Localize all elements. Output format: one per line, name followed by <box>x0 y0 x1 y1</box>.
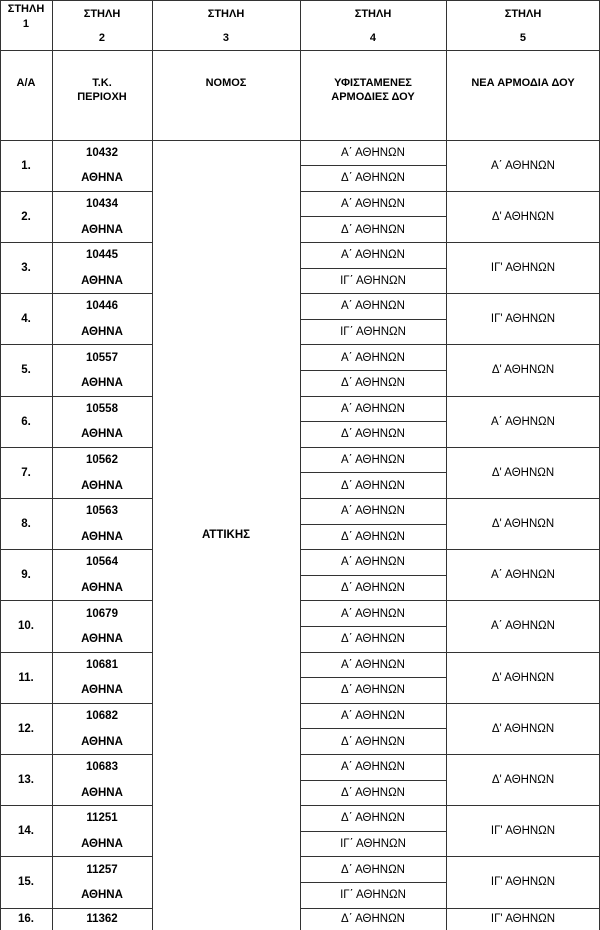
existing-doy-text: ΙΓ΄ ΑΘΗΝΩΝ <box>340 325 406 338</box>
row-number-text: 7. <box>21 466 31 479</box>
new-doy <box>446 396 600 447</box>
new-doy-text: Α΄ ΑΘΗΝΩΝ <box>491 159 555 172</box>
area-name-text: ΑΘΗΝΑ <box>81 428 123 441</box>
subheader-col2-text <box>77 76 127 104</box>
row-number-text: 9. <box>21 569 31 582</box>
subheader-col2-line: ΠΕΡΙΟΧΗ <box>77 91 127 103</box>
existing-doy-text: Δ΄ ΑΘΗΝΩΝ <box>341 223 405 236</box>
column-divider <box>52 0 53 930</box>
new-doy <box>446 191 600 242</box>
sub-row-divider <box>300 524 446 525</box>
existing-doy-text: Α΄ ΑΘΗΝΩΝ <box>341 761 405 774</box>
new-doy-text: Α΄ ΑΘΗΝΩΝ <box>491 620 555 633</box>
new-doy <box>446 601 600 652</box>
sub-row-divider <box>300 728 446 729</box>
area-name <box>52 319 152 345</box>
existing-doy-text: Δ΄ ΑΘΗΝΩΝ <box>341 172 405 185</box>
area-name <box>52 678 152 704</box>
postal-code-text: 10432 <box>86 146 118 159</box>
existing-doy-text: Δ΄ ΑΘΗΝΩΝ <box>341 479 405 492</box>
existing-doy-text: ΙΓ΄ ΑΘΗΝΩΝ <box>340 837 406 850</box>
existing-doy <box>300 473 446 499</box>
existing-doy <box>300 703 446 729</box>
existing-doy <box>300 345 446 371</box>
existing-doy <box>300 780 446 806</box>
existing-doy <box>300 447 446 473</box>
row-divider <box>300 498 600 499</box>
existing-doy-text: Δ΄ ΑΘΗΝΩΝ <box>341 377 405 390</box>
header-col3-text <box>208 2 245 50</box>
row-divider <box>300 344 600 345</box>
new-doy <box>446 703 600 754</box>
new-doy-text: ΙΓ' ΑΘΗΝΩΝ <box>490 313 556 326</box>
existing-doy-text: Α΄ ΑΘΗΝΩΝ <box>341 453 405 466</box>
sub-row-divider <box>300 319 446 320</box>
row-number <box>0 191 52 242</box>
postal-code <box>52 703 152 729</box>
row-number <box>0 140 52 191</box>
row-divider <box>0 498 152 499</box>
row-number <box>0 703 52 754</box>
row-number-text: 4. <box>21 313 31 326</box>
area-name <box>52 268 152 294</box>
new-doy-text: Α΄ ΑΘΗΝΩΝ <box>491 415 555 428</box>
new-doy <box>446 550 600 601</box>
header-col3-line: ΣΤΗΛΗ <box>207 8 245 20</box>
new-doy <box>446 806 600 857</box>
existing-doy <box>300 217 446 243</box>
existing-doy <box>300 678 446 704</box>
header-col2-line: ΣΤΗΛΗ <box>83 8 121 20</box>
area-name <box>52 729 152 755</box>
row-divider <box>0 856 152 857</box>
existing-doy <box>300 370 446 396</box>
row-number-text: 6. <box>21 415 31 428</box>
area-name-text: ΑΘΗΝΑ <box>81 274 123 287</box>
row-number-text: 1. <box>21 159 31 172</box>
header-col3-line: 3 <box>222 32 230 44</box>
postal-code-text: 10558 <box>86 402 118 415</box>
row-divider <box>0 549 152 550</box>
row-number <box>0 396 52 447</box>
row-divider <box>0 191 152 192</box>
new-doy-text: Δ' ΑΘΗΝΩΝ <box>491 517 555 530</box>
row-divider <box>300 652 600 653</box>
row-divider <box>300 908 600 909</box>
existing-doy-text: Α΄ ΑΘΗΝΩΝ <box>341 351 405 364</box>
area-name <box>52 370 152 396</box>
subheader-col5-text: ΝΕΑ ΑΡΜΟΔΙΑ ΔΟΥ <box>471 77 575 89</box>
header-col2-text <box>84 2 121 50</box>
existing-doy <box>300 140 446 166</box>
existing-doy-text: Δ΄ ΑΘΗΝΩΝ <box>341 428 405 441</box>
column-divider <box>0 0 1 930</box>
postal-code <box>52 498 152 524</box>
header-col5-line: ΣΤΗΛΗ <box>504 8 542 20</box>
postal-code <box>52 447 152 473</box>
existing-doy <box>300 601 446 627</box>
existing-doy <box>300 882 446 908</box>
row-divider <box>0 908 152 909</box>
new-doy <box>446 498 600 549</box>
area-name-text: ΑΘΗΝΑ <box>81 223 123 236</box>
subheader-col1 <box>0 50 52 140</box>
area-name-text: ΑΘΗΝΑ <box>81 530 123 543</box>
existing-doy <box>300 754 446 780</box>
header-col1 <box>0 0 52 50</box>
new-doy-text: ΙΓ' ΑΘΗΝΩΝ <box>490 825 556 838</box>
existing-doy-text: Α΄ ΑΘΗΝΩΝ <box>341 197 405 210</box>
area-name-text: ΑΘΗΝΑ <box>81 633 123 646</box>
area-name <box>52 780 152 806</box>
row-divider <box>300 396 600 397</box>
postal-code <box>52 908 152 930</box>
existing-doy <box>300 908 446 930</box>
prefecture-cell-text: ΑΤΤΙΚΗΣ <box>201 529 251 541</box>
header-col4 <box>300 0 446 50</box>
existing-doy <box>300 294 446 320</box>
column-divider <box>300 0 301 930</box>
postal-code-text: 10683 <box>86 761 118 774</box>
postal-code <box>52 806 152 832</box>
sub-row-divider <box>300 370 446 371</box>
area-name <box>52 217 152 243</box>
row-number-text: 11. <box>18 671 34 684</box>
sub-row-divider <box>300 216 446 217</box>
area-name-text: ΑΘΗΝΑ <box>81 581 123 594</box>
sub-row-divider <box>300 831 446 832</box>
area-name <box>52 626 152 652</box>
row-divider <box>0 652 152 653</box>
row-number-text: 10. <box>18 620 34 633</box>
sub-row-divider <box>300 165 446 166</box>
header-col1-text <box>8 2 45 32</box>
row-number <box>0 550 52 601</box>
subheader-col4-line: ΑΡΜΟΔΙΕΣ ΔΟΥ <box>331 91 415 103</box>
header-col4-line: 4 <box>369 32 377 44</box>
subheader-col4-line: ΥΦΙΣΤΑΜΕΝΕΣ <box>334 77 412 89</box>
area-name-text: ΑΘΗΝΑ <box>81 377 123 390</box>
header-col5-line: 5 <box>519 32 527 44</box>
postal-code-text: 10445 <box>86 249 118 262</box>
area-name <box>52 575 152 601</box>
postal-code-text: 10434 <box>86 197 118 210</box>
existing-doy <box>300 396 446 422</box>
row-number <box>0 498 52 549</box>
subheader-col3 <box>152 50 300 140</box>
row-number-text: 15. <box>18 876 34 889</box>
postal-code-text: 11251 <box>86 812 118 825</box>
new-doy-text: Δ' ΑΘΗΝΩΝ <box>491 466 555 479</box>
subheader-col2-line: Τ.Κ. <box>92 77 112 89</box>
header-col5-text <box>505 2 542 50</box>
sub-row-divider <box>300 421 446 422</box>
postal-code <box>52 140 152 166</box>
existing-doy-text: Δ΄ ΑΘΗΝΩΝ <box>341 786 405 799</box>
row-number-text: 16. <box>18 913 34 925</box>
row-divider <box>300 293 600 294</box>
prefecture-cell <box>152 140 300 930</box>
area-name-text: ΑΘΗΝΑ <box>81 837 123 850</box>
area-name-text: ΑΘΗΝΑ <box>81 889 123 902</box>
postal-code-text: 10679 <box>86 607 118 620</box>
header-col2-line: 2 <box>98 32 106 44</box>
header-col5 <box>446 0 600 50</box>
new-doy <box>446 908 600 930</box>
row-number-text: 14. <box>18 825 34 838</box>
row-divider <box>0 600 152 601</box>
existing-doy-text: Α΄ ΑΘΗΝΩΝ <box>341 402 405 415</box>
area-name <box>52 422 152 448</box>
new-doy <box>446 140 600 191</box>
existing-doy <box>300 857 446 883</box>
subheader-col4-text <box>331 76 414 104</box>
postal-code <box>52 191 152 217</box>
new-doy <box>446 857 600 908</box>
new-doy-text: Δ' ΑΘΗΝΩΝ <box>491 210 555 223</box>
row-number-text: 3. <box>21 261 31 274</box>
row-number <box>0 601 52 652</box>
postal-code <box>52 396 152 422</box>
header-col3 <box>152 0 300 50</box>
row-number-text: 5. <box>21 364 31 377</box>
postal-code-text: 11257 <box>86 863 118 876</box>
existing-doy-text: Α΄ ΑΘΗΝΩΝ <box>341 607 405 620</box>
postal-code-text: 10682 <box>86 709 118 722</box>
header-col2 <box>52 0 152 50</box>
existing-doy-text: Α΄ ΑΘΗΝΩΝ <box>341 658 405 671</box>
row-divider <box>0 754 152 755</box>
existing-doy <box>300 498 446 524</box>
row-divider <box>300 703 600 704</box>
new-doy-text: Δ' ΑΘΗΝΩΝ <box>491 671 555 684</box>
row-divider <box>300 549 600 550</box>
existing-doy-text: Δ΄ ΑΘΗΝΩΝ <box>341 633 405 646</box>
new-doy-text: Δ' ΑΘΗΝΩΝ <box>491 722 555 735</box>
area-name-text: ΑΘΗΝΑ <box>81 172 123 185</box>
row-number <box>0 806 52 857</box>
existing-doy <box>300 729 446 755</box>
row-divider <box>0 242 152 243</box>
new-doy-text: Δ' ΑΘΗΝΩΝ <box>491 773 555 786</box>
area-name-text: ΑΘΗΝΑ <box>81 325 123 338</box>
existing-doy <box>300 268 446 294</box>
subheader-col2 <box>52 50 152 140</box>
sub-row-divider <box>300 882 446 883</box>
existing-doy-text: Α΄ ΑΘΗΝΩΝ <box>341 556 405 569</box>
row-number-text: 2. <box>21 210 31 223</box>
new-doy <box>446 345 600 396</box>
existing-doy-text: Δ΄ ΑΘΗΝΩΝ <box>341 913 405 925</box>
new-doy <box>446 242 600 293</box>
row-divider <box>300 805 600 806</box>
column-divider <box>446 0 447 930</box>
header-col4-text <box>355 2 392 50</box>
existing-doy-text: ΙΓ΄ ΑΘΗΝΩΝ <box>340 274 406 287</box>
new-doy-text: Δ' ΑΘΗΝΩΝ <box>491 364 555 377</box>
area-name <box>52 524 152 550</box>
row-number <box>0 908 52 930</box>
row-divider <box>0 447 152 448</box>
new-doy <box>446 294 600 345</box>
header-col1-line: ΣΤΗΛΗ <box>7 3 45 15</box>
postal-code-text: 10446 <box>86 300 118 313</box>
row-divider <box>0 293 152 294</box>
row-divider <box>300 856 600 857</box>
row-divider <box>0 344 152 345</box>
existing-doy-text: Δ΄ ΑΘΗΝΩΝ <box>341 684 405 697</box>
row-number <box>0 652 52 703</box>
postal-code-text: 10564 <box>86 556 118 569</box>
subheader-col4 <box>300 50 446 140</box>
header-col4-line: ΣΤΗΛΗ <box>354 8 392 20</box>
existing-doy <box>300 550 446 576</box>
row-number-text: 12. <box>18 722 34 735</box>
postal-code-text: 10562 <box>86 453 118 466</box>
row-divider <box>0 805 152 806</box>
existing-doy-text: Δ΄ ΑΘΗΝΩΝ <box>341 863 405 876</box>
column-divider <box>152 0 153 930</box>
postal-code <box>52 754 152 780</box>
existing-doy <box>300 166 446 192</box>
sub-row-divider <box>300 780 446 781</box>
sub-row-divider <box>300 268 446 269</box>
row-number <box>0 294 52 345</box>
row-divider <box>300 447 600 448</box>
area-name <box>52 831 152 857</box>
existing-doy-text: Α΄ ΑΘΗΝΩΝ <box>341 300 405 313</box>
existing-doy-text: Α΄ ΑΘΗΝΩΝ <box>341 505 405 518</box>
area-name <box>52 166 152 192</box>
existing-doy <box>300 831 446 857</box>
existing-doy <box>300 422 446 448</box>
existing-doy <box>300 575 446 601</box>
postal-code-text: 11362 <box>86 913 118 925</box>
new-doy-text: ΙΓ' ΑΘΗΝΩΝ <box>490 261 556 274</box>
row-number <box>0 242 52 293</box>
postal-code-text: 10557 <box>86 351 118 364</box>
postal-code <box>52 857 152 883</box>
row-number <box>0 345 52 396</box>
sub-row-divider <box>300 626 446 627</box>
header-col1-line: 1 <box>22 18 30 30</box>
postal-code-text: 10563 <box>86 505 118 518</box>
row-number <box>0 754 52 805</box>
existing-doy-text: Δ΄ ΑΘΗΝΩΝ <box>341 530 405 543</box>
existing-doy <box>300 652 446 678</box>
new-doy <box>446 754 600 805</box>
new-doy <box>446 652 600 703</box>
postal-code <box>52 601 152 627</box>
area-name-text: ΑΘΗΝΑ <box>81 786 123 799</box>
area-name-text: ΑΘΗΝΑ <box>81 479 123 492</box>
new-doy-text: ΙΓ' ΑΘΗΝΩΝ <box>490 913 556 925</box>
row-number <box>0 857 52 908</box>
row-number-text: 8. <box>21 517 31 530</box>
existing-doy-text: Α΄ ΑΘΗΝΩΝ <box>341 709 405 722</box>
postal-code <box>52 345 152 371</box>
row-divider <box>0 703 152 704</box>
subheader-col1-text: Α/Α <box>16 77 36 89</box>
existing-doy <box>300 524 446 550</box>
sub-row-divider <box>300 575 446 576</box>
existing-doy <box>300 319 446 345</box>
existing-doy-text: Δ΄ ΑΘΗΝΩΝ <box>341 581 405 594</box>
existing-doy <box>300 626 446 652</box>
postal-code-text: 10681 <box>86 658 118 671</box>
area-name-text: ΑΘΗΝΑ <box>81 735 123 748</box>
row-divider <box>0 396 152 397</box>
row-number-text: 13. <box>18 773 34 786</box>
row-divider <box>300 191 600 192</box>
existing-doy-text: Δ΄ ΑΘΗΝΩΝ <box>341 735 405 748</box>
area-name <box>52 473 152 499</box>
new-doy-text: Α΄ ΑΘΗΝΩΝ <box>491 569 555 582</box>
existing-doy-text: Α΄ ΑΘΗΝΩΝ <box>341 249 405 262</box>
new-doy <box>446 447 600 498</box>
sub-row-divider <box>300 472 446 473</box>
subheader-col5 <box>446 50 600 140</box>
row-divider <box>300 754 600 755</box>
existing-doy-text: ΙΓ΄ ΑΘΗΝΩΝ <box>340 889 406 902</box>
subheader-col3-text: ΝΟΜΟΣ <box>205 77 247 89</box>
postal-code <box>52 242 152 268</box>
new-doy-text: ΙΓ' ΑΘΗΝΩΝ <box>490 876 556 889</box>
existing-doy-text: Δ΄ ΑΘΗΝΩΝ <box>341 812 405 825</box>
row-divider <box>300 242 600 243</box>
existing-doy <box>300 806 446 832</box>
postal-code <box>52 550 152 576</box>
existing-doy-text: Α΄ ΑΘΗΝΩΝ <box>341 146 405 159</box>
existing-doy <box>300 191 446 217</box>
postal-code <box>52 652 152 678</box>
postal-code <box>52 294 152 320</box>
row-number <box>0 447 52 498</box>
area-name <box>52 882 152 908</box>
area-name-text: ΑΘΗΝΑ <box>81 684 123 697</box>
sub-row-divider <box>300 677 446 678</box>
row-divider <box>300 600 600 601</box>
existing-doy <box>300 242 446 268</box>
